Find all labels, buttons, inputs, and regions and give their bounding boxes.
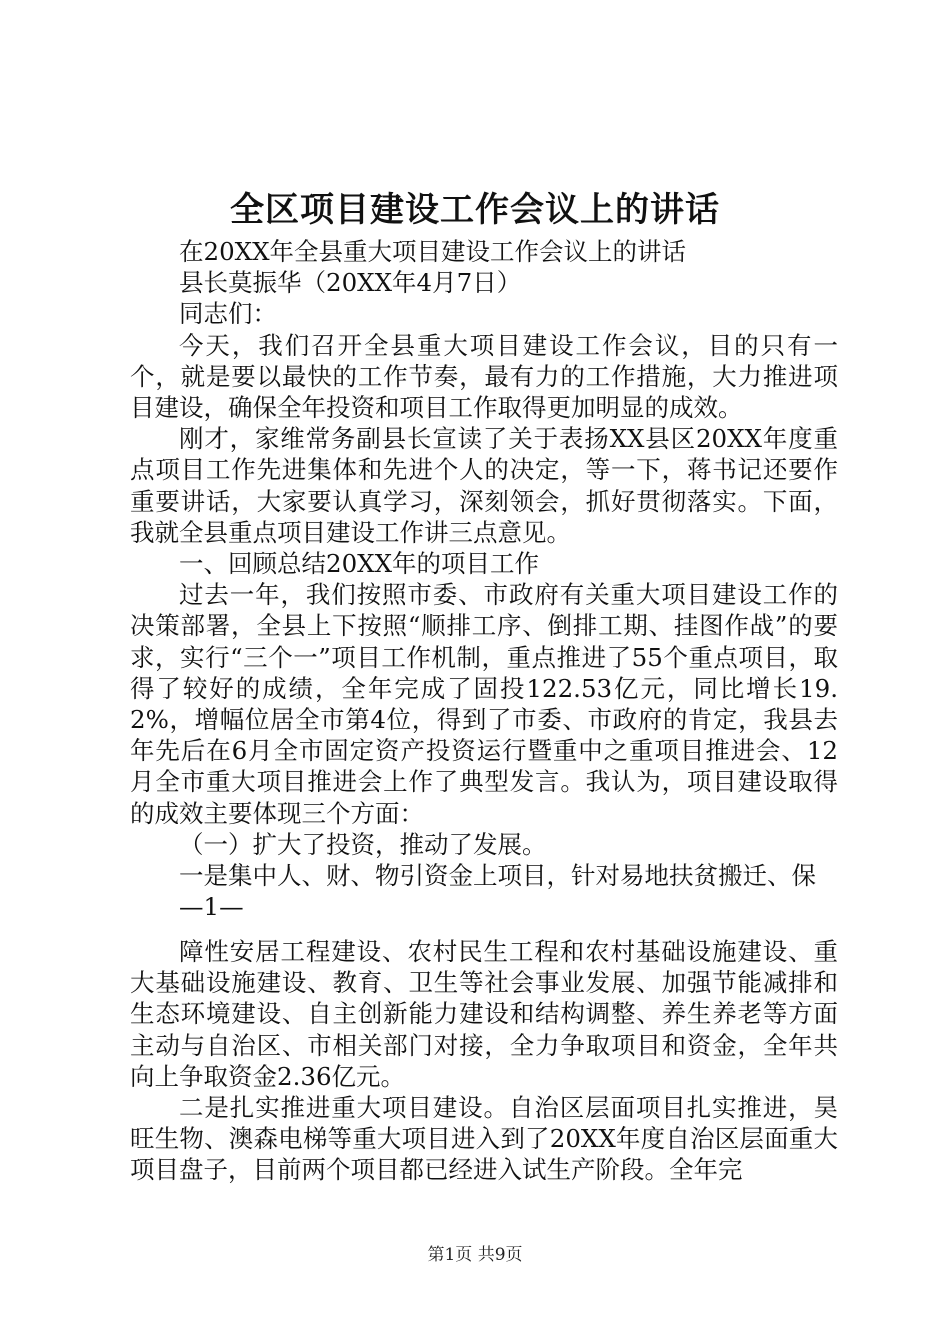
page-marker: —1—: [179, 892, 244, 922]
paragraph: 今天，我们召开全县重大项目建设工作会议，目的只有一个，就是要以最快的工作节奏，最有力的工作措施，大力推进项目建设，确保全年投资和项目工作取得更加明显的成效。: [130, 330, 838, 423]
section-heading: 一、回顾总结20XX年的项目工作: [179, 549, 540, 579]
document-body-part2: [130, 936, 838, 1186]
paragraph: 二是扎实推进重大项目建设。自治区层面项目扎实推进，昊旺生物、澳森电梯等重大项目进入到了20XX年度自治区层面重大项目盘子，目前两个项目都已经进入试生产阶段。全年完: [130, 1093, 838, 1185]
sub-heading: （一）扩大了投资，推动了发展。: [179, 829, 547, 859]
paragraph-speaker: 县长莫振华（20XX年4月7日）: [179, 268, 522, 298]
page-footer: 第1页 共9页: [427, 1245, 523, 1265]
paragraph: 过去一年，我们按照市委、市政府有关重大项目建设工作的决策部署，全县上下按照“顺排工序、倒排工期、挂图作战”的要求，实行“三个一”项目工作机制，重点推进了55个重点项目，取得了较好的成绩，全年完成了固投122.53亿元，同比增长19.2%，增幅位居全市第4位，得到了市委、市政府的肯定，我县去年先后在6月全市固定资产投资运行暨重中之重项目推进会、12月全市重大项目推进会上作了典型发言。我认为，项目建设取得的成效主要体现三个方面：: [130, 580, 838, 828]
paragraph: 障性安居工程建设、农村民生工程和农村基础设施建设、重大基础设施建设、教育、卫生等社会事业发展、加强节能减排和生态环境建设、自主创新能力建设和结构调整、养生养老等方面主动与自治区、市相关部门对接，全力争取项目和资金，全年共向上争取资金2.36亿元。: [130, 937, 838, 1091]
paragraph-subtitle: 在20XX年全县重大项目建设工作会议上的讲话: [179, 237, 687, 266]
paragraph: 刚才，家维常务副县长宣读了关于表扬XX县区20XX年度重点项目工作先进集体和先进个人的决定，等一下，蒋书记还要作重要讲话，大家要认真学习，深刻领会，抓好贯彻落实。下面，我就全县重点项目建设工作讲三点意见。: [130, 424, 838, 547]
paragraph-salutation: 同志们：: [179, 299, 277, 329]
document-title: 全区项目建设工作会议上的讲话: [230, 190, 720, 230]
document-body-part1: [130, 236, 838, 922]
paragraph: 一是集中人、财、物引资金上项目，针对易地扶贫搬迁、保: [179, 861, 816, 891]
